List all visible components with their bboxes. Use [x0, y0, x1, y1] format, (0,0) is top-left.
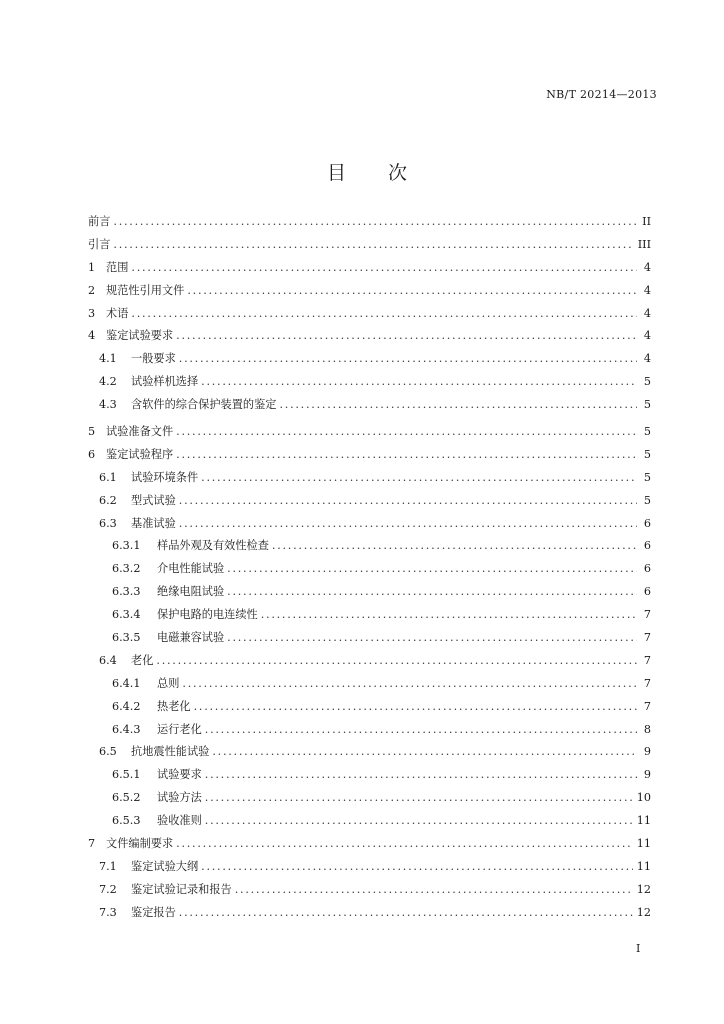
toc-entry-page: 5	[643, 375, 651, 389]
toc-entry-page: 12	[636, 905, 651, 919]
toc-entry-label: 引言	[88, 237, 111, 251]
toc-entry-label: 样品外观及有效性检查	[157, 539, 269, 553]
toc-entry-number: 1	[88, 260, 96, 274]
toc-entry[interactable]	[88, 833, 651, 856]
toc-entry-label: 电磁兼容试验	[157, 631, 225, 645]
toc-entry-label: 鉴定试验程序	[106, 447, 174, 461]
toc-entry-label: 总则	[157, 676, 180, 690]
toc-leader-dots	[176, 325, 637, 348]
toc-leader-dots	[179, 490, 637, 513]
toc-entry-number: 6.5	[99, 745, 117, 759]
toc-entry-page: 6	[643, 585, 651, 599]
toc-entry[interactable]	[88, 257, 651, 280]
toc-entry[interactable]	[88, 902, 651, 925]
toc-entry-number: 6.4.3	[112, 722, 141, 736]
toc-entry-label: 范围	[106, 260, 129, 274]
toc-entry-label: 鉴定试验大纲	[131, 859, 199, 873]
toc-entry-page: 11	[636, 814, 651, 828]
toc-entry-page: 7	[643, 608, 651, 622]
toc-entry-number: 7.1	[99, 859, 117, 873]
toc-leader-dots	[131, 257, 637, 280]
toc-leader-dots	[272, 535, 637, 558]
toc-leader-dots	[227, 558, 637, 581]
toc-entry[interactable]	[88, 280, 651, 303]
toc-entry-label: 鉴定试验要求	[106, 329, 174, 343]
toc-entry-number: 6.5.3	[112, 814, 141, 828]
toc-entry[interactable]	[88, 348, 651, 371]
toc-leader-dots	[227, 627, 637, 650]
toc-entry-number: 6.3.4	[112, 608, 141, 622]
toc-leader-dots	[113, 211, 637, 234]
toc-entry-page: II	[642, 215, 651, 228]
toc-entry[interactable]	[88, 673, 651, 696]
toc-leader-dots	[227, 581, 637, 604]
toc-entry-label: 试验方法	[157, 791, 202, 805]
toc-entry-page: 5	[643, 470, 651, 484]
toc-entry[interactable]	[88, 764, 651, 787]
toc-entry-number: 7.3	[99, 905, 117, 919]
toc-entry-number: 6.3.3	[112, 585, 141, 599]
toc-entry-page: 9	[643, 768, 651, 782]
toc-entry-page: 10	[636, 791, 651, 805]
toc-entry[interactable]	[88, 856, 651, 879]
toc-entry-number: 6.4.2	[112, 699, 141, 713]
document-code: NB/T 20214—2013	[546, 88, 657, 101]
toc-entry-label: 热老化	[157, 699, 191, 713]
toc-entry-label: 试验环境条件	[131, 470, 199, 484]
toc-leader-dots	[156, 650, 637, 673]
toc-entry-page: 7	[643, 699, 651, 713]
toc-entry-label: 介电性能试验	[157, 562, 225, 576]
toc-entry-label: 运行老化	[157, 722, 202, 736]
toc-entry-page: 4	[643, 306, 651, 320]
toc-leader-dots	[179, 348, 637, 371]
toc-entry[interactable]	[88, 719, 651, 742]
toc-entry-number: 4	[88, 329, 96, 343]
toc-entry-number: 6.2	[99, 493, 117, 507]
toc-entry-page: 9	[643, 745, 651, 759]
toc-leader-dots	[235, 879, 633, 902]
toc-entry-page: 4	[643, 352, 651, 366]
toc-leader-dots	[201, 467, 637, 490]
toc-entry-number: 2	[88, 283, 96, 297]
toc-entry-label: 绝缘电阻试验	[157, 585, 225, 599]
toc-entry-number: 6.3	[99, 516, 117, 530]
toc-entry[interactable]	[88, 513, 651, 536]
toc-entry-number: 5	[88, 425, 96, 439]
toc-entry[interactable]	[88, 741, 651, 764]
toc-entry-label: 试验样机选择	[131, 375, 199, 389]
toc-leader-dots	[205, 810, 633, 833]
toc-entry[interactable]	[88, 787, 651, 810]
toc-entry[interactable]	[88, 535, 651, 558]
toc-leader-dots	[279, 394, 637, 417]
toc-entry[interactable]	[88, 650, 651, 673]
toc-entry-label: 保护电路的电连续性	[157, 608, 258, 622]
title-char-left: 目	[326, 162, 346, 184]
page-title	[0, 158, 724, 185]
toc-entry-label: 文件编制要求	[106, 837, 174, 851]
toc-entry-page: III	[637, 237, 651, 251]
toc-entry-page: 6	[643, 516, 651, 530]
toc-entry-page: 5	[643, 398, 651, 412]
toc-leader-dots	[194, 696, 637, 719]
toc-leader-dots	[201, 856, 633, 879]
toc-entry[interactable]	[88, 371, 651, 394]
toc-leader-dots	[179, 513, 637, 536]
toc-entry-page: 4	[643, 283, 651, 297]
toc-entry-label: 验收准则	[157, 814, 202, 828]
toc-entry-number: 4.3	[99, 398, 117, 412]
toc-entry-label: 鉴定报告	[131, 905, 176, 919]
toc-leader-dots	[187, 280, 637, 303]
toc-entry-page: 7	[643, 676, 651, 690]
toc-entry-page: 7	[643, 653, 651, 667]
toc-entry-number: 4.2	[99, 375, 117, 389]
toc-entry[interactable]	[88, 879, 651, 902]
toc-entry-page: 4	[643, 329, 651, 343]
toc-entry-number: 6.4	[99, 653, 117, 667]
toc-entry[interactable]	[88, 558, 651, 581]
toc-entry-label: 含软件的综合保护装置的鉴定	[131, 398, 277, 412]
toc-entry-label: 抗地震性能试验	[131, 745, 210, 759]
toc-entry-label: 一般要求	[131, 352, 176, 366]
toc-entry-label: 试验要求	[157, 768, 202, 782]
toc-entry-number: 7	[88, 837, 96, 851]
toc-entry[interactable]	[88, 394, 651, 417]
toc-leader-dots	[205, 719, 637, 742]
toc-entry-label: 试验准备文件	[106, 425, 174, 439]
toc-entry[interactable]	[88, 211, 651, 234]
toc-leader-dots	[212, 741, 637, 764]
toc-entry-number: 3	[88, 306, 96, 320]
toc-entry-page: 6	[643, 539, 651, 553]
toc-entry-page: 12	[636, 882, 651, 896]
toc-leader-dots	[176, 421, 637, 444]
toc-entry-number: 6.1	[99, 470, 117, 484]
toc-leader-dots	[176, 833, 633, 856]
toc-leader-dots	[261, 604, 637, 627]
title-char-right: 次	[388, 162, 408, 184]
toc-entry-number: 4.1	[99, 352, 117, 366]
toc-entry-number: 6.3.2	[112, 562, 141, 576]
toc-entry-number: 6	[88, 447, 96, 461]
toc-entry[interactable]	[88, 234, 651, 257]
toc-entry-label: 老化	[131, 653, 154, 667]
toc-entry-page: 5	[643, 425, 651, 439]
toc-entry-number: 7.2	[99, 882, 117, 896]
toc-leader-dots	[113, 234, 633, 257]
toc-entry-number: 6.5.2	[112, 791, 141, 805]
toc-entry[interactable]	[88, 444, 651, 467]
toc-entry-number: 6.3.5	[112, 631, 141, 645]
toc-entry-label: 基准试验	[131, 516, 176, 530]
toc-entry-page: 11	[636, 837, 651, 851]
toc-entry[interactable]	[88, 810, 651, 833]
toc-entry-label: 前言	[88, 215, 111, 228]
toc-entry[interactable]	[88, 303, 651, 326]
toc-leader-dots	[205, 787, 633, 810]
toc-leader-dots	[131, 303, 637, 326]
toc-entry[interactable]	[88, 421, 651, 444]
toc-leader-dots	[201, 371, 637, 394]
toc-leader-dots	[176, 444, 637, 467]
toc-entry[interactable]	[88, 467, 651, 490]
toc-entry-page: 5	[643, 447, 651, 461]
toc-entry-page: 5	[643, 493, 651, 507]
toc-entry-number: 6.5.1	[112, 768, 141, 782]
toc-entry[interactable]	[88, 581, 651, 604]
toc-leader-dots	[179, 902, 633, 925]
toc-entry[interactable]	[88, 490, 651, 513]
toc-entry-page: 4	[643, 260, 651, 274]
table-of-contents	[88, 211, 651, 925]
toc-entry[interactable]	[88, 627, 651, 650]
toc-entry-page: 6	[643, 562, 651, 576]
toc-entry[interactable]	[88, 696, 651, 719]
toc-entry-page: 7	[643, 631, 651, 645]
toc-entry-number: 6.4.1	[112, 676, 141, 690]
toc-leader-dots	[182, 673, 637, 696]
toc-entry-label: 规范性引用文件	[106, 283, 185, 297]
toc-entry-page: 11	[636, 859, 651, 873]
toc-entry[interactable]	[88, 604, 651, 627]
toc-leader-dots	[205, 764, 637, 787]
page-number: I	[636, 942, 641, 955]
toc-entry-page: 8	[643, 722, 651, 736]
toc-entry-label: 型式试验	[131, 493, 176, 507]
toc-entry-number: 6.3.1	[112, 539, 141, 553]
toc-entry-label: 术语	[106, 306, 129, 320]
toc-entry[interactable]	[88, 325, 651, 348]
toc-entry-label: 鉴定试验记录和报告	[131, 882, 232, 896]
